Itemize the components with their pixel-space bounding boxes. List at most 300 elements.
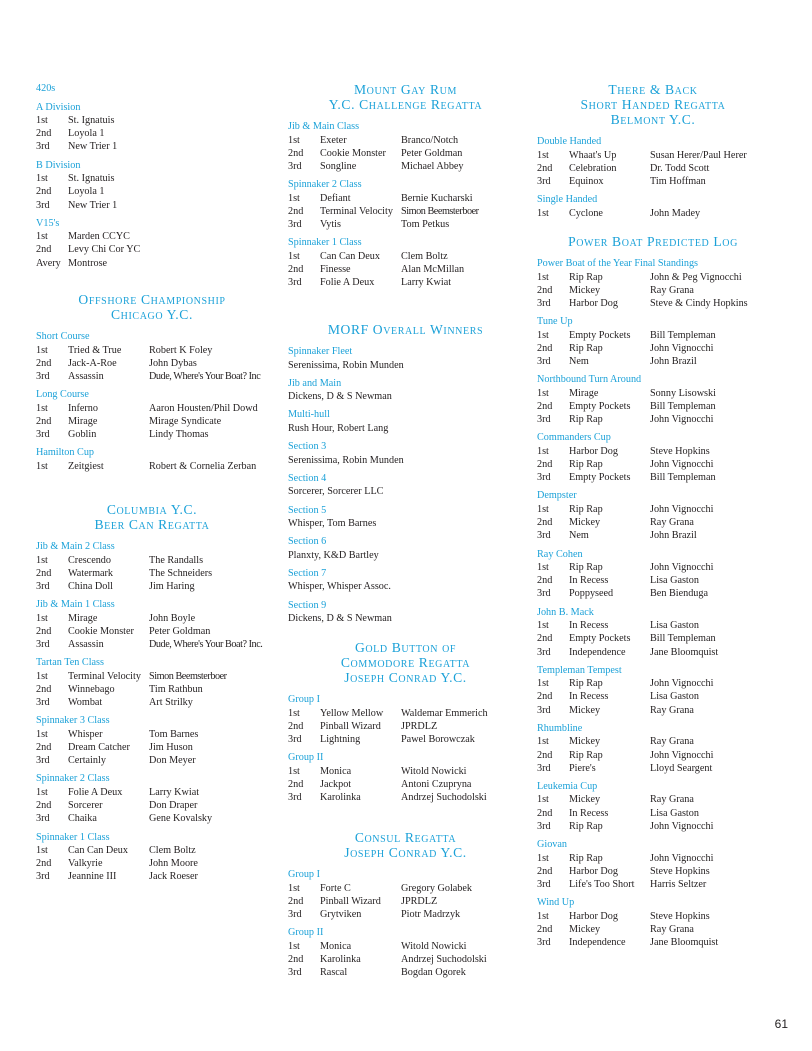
class-heading: Tune Up	[537, 316, 573, 328]
result-row	[36, 230, 268, 243]
section-title-line: Consul Regatta	[354, 830, 457, 845]
class-heading: Spinnaker 2 Class	[36, 773, 110, 785]
boat-name: In Recess	[569, 807, 609, 819]
boat-name: Empty Pockets	[569, 400, 631, 412]
skipper-name: Ray Grana	[650, 704, 694, 716]
winner-entry: Rush Hour, Robert Lang	[288, 422, 389, 434]
place: 1st	[36, 845, 48, 857]
winner-entry: Serenissima, Robin Munden	[288, 454, 404, 466]
class-heading: Group II	[288, 927, 324, 939]
results-group	[36, 598, 268, 651]
results-group	[36, 714, 268, 767]
result-row	[537, 820, 769, 833]
results-section	[537, 82, 769, 220]
result-row	[36, 460, 268, 473]
winner-entry: Serenissima, Robin Munden	[288, 359, 404, 371]
skipper-name: Dr. Todd Scott	[650, 162, 710, 174]
place: 1st	[537, 620, 549, 632]
skipper-name: Susan Herer/Paul Herer	[650, 149, 747, 161]
place: 3rd	[288, 160, 302, 172]
place: 1st	[36, 554, 48, 566]
skipper-name: Lisa Gaston	[650, 807, 699, 819]
results-group	[288, 345, 523, 372]
boat-name: Marden CCYC	[68, 231, 130, 243]
result-row	[537, 910, 769, 923]
skipper-name: Clem Boltz	[149, 845, 196, 857]
skipper-name	[149, 257, 268, 270]
place: 2nd	[288, 953, 304, 965]
class-heading: B Division	[36, 159, 81, 171]
results-group	[537, 664, 769, 717]
boat-name: Jack-A-Roe	[68, 357, 117, 369]
place: 3rd	[288, 219, 302, 231]
skipper-name: Art Strilky	[149, 697, 193, 709]
place: 2nd	[36, 683, 52, 695]
results-group	[36, 82, 268, 96]
winner-entry: Sorcerer, Sorcerer LLC	[288, 486, 384, 498]
result-row	[36, 257, 268, 270]
skipper-name: Steve & Cindy Hopkins	[650, 297, 748, 309]
skipper-name: Bill Templeman	[650, 472, 716, 484]
skipper-name: Bill Templeman	[650, 633, 716, 645]
boat-name: Terminal Velocity	[68, 670, 141, 682]
boat-name: Crescendo	[68, 554, 111, 566]
skipper-name: Piotr Madrzyk	[401, 908, 461, 920]
class-heading: Section 3	[288, 441, 327, 453]
place: 3rd	[36, 871, 50, 883]
place: 2nd	[537, 749, 553, 761]
boat-name: Vytis	[320, 219, 341, 231]
section-title-line: Belmont Y.C.	[610, 112, 696, 127]
place: 3rd	[537, 297, 551, 309]
result-row	[288, 895, 523, 908]
skipper-name: Ray Grana	[650, 923, 694, 935]
place: 3rd	[288, 792, 302, 804]
skipper-name: John Madey	[650, 207, 701, 219]
boat-name: Dream Catcher	[68, 742, 130, 754]
boat-name: Winnebago	[68, 683, 115, 695]
boat-name: Rascal	[320, 967, 348, 979]
skipper-name: Tom Petkus	[401, 219, 450, 231]
boat-name: Mirage	[68, 612, 98, 624]
class-heading: Jib & Main 1 Class	[36, 599, 115, 611]
skipper-name: Lloyd Seargent	[650, 762, 713, 774]
class-heading: Double Handed	[537, 136, 602, 147]
place: 3rd	[537, 762, 551, 774]
skipper-name: Witold Nowicki	[401, 940, 467, 952]
result-row	[537, 646, 769, 659]
skipper-name: Dude, Where's Your Boat? Inc.	[149, 639, 263, 651]
skipper-name: Tim Rathbun	[149, 683, 203, 695]
boat-name: Mickey	[569, 923, 601, 935]
boat-name: Mirage	[569, 387, 599, 399]
winner-entry: Planxty, K&D Bartley	[288, 549, 379, 561]
place: 1st	[537, 207, 549, 219]
result-row	[537, 529, 769, 542]
place: 1st	[288, 707, 300, 719]
class-heading: Leukemia Cup	[537, 780, 598, 792]
boat-name: Rip Rap	[569, 342, 603, 354]
class-heading: 420s	[36, 83, 56, 94]
place: 3rd	[288, 277, 302, 289]
place: 1st	[36, 612, 48, 624]
skipper-name: Don Draper	[149, 800, 198, 812]
result-row	[36, 357, 268, 370]
boat-name: Monica	[320, 765, 352, 777]
result-row	[537, 619, 769, 632]
class-heading: V15's	[36, 217, 60, 229]
place: 2nd	[36, 244, 52, 256]
place: 2nd	[537, 575, 553, 587]
place: 3rd	[537, 937, 551, 949]
place: 1st	[288, 134, 300, 146]
place: 1st	[36, 231, 48, 243]
boat-name: St. Ignatuis	[68, 173, 115, 185]
skipper-name: Ray Grana	[650, 517, 694, 529]
boat-name: Rip Rap	[569, 820, 603, 832]
skipper-name: Jane Bloomquist	[650, 646, 719, 658]
result-row	[537, 445, 769, 458]
result-row	[537, 342, 769, 355]
place: 3rd	[537, 414, 551, 426]
place: 2nd	[36, 128, 52, 140]
skipper-name: Clem Boltz	[401, 250, 448, 262]
result-row	[36, 696, 268, 709]
boat-name: Assassin	[68, 639, 104, 651]
boat-name: Empty Pockets	[569, 472, 631, 484]
section-title	[288, 640, 523, 685]
skipper-name: Bill Templeman	[650, 329, 716, 341]
skipper-name: Waldemar Emmerich	[401, 707, 488, 719]
boat-name: Valkyrie	[68, 858, 103, 870]
section-title	[537, 82, 769, 127]
results-group	[288, 236, 523, 289]
section-title-line: MORF Overall Winners	[327, 322, 484, 337]
place: 1st	[537, 149, 549, 161]
boat-name: Folie A Deux	[68, 786, 123, 798]
result-row	[36, 870, 268, 883]
class-heading: Spinnaker Fleet	[288, 346, 353, 357]
section-title-line: Chicago Y.C.	[111, 307, 193, 322]
place: 1st	[288, 940, 300, 952]
class-heading: Long Course	[36, 389, 89, 401]
class-heading: Group II	[288, 752, 324, 764]
result-row	[537, 923, 769, 936]
boat-name: In Recess	[569, 691, 609, 703]
place: 3rd	[288, 967, 302, 979]
result-row	[288, 791, 523, 804]
results-group	[537, 431, 769, 484]
result-row	[537, 735, 769, 748]
results-group	[36, 159, 268, 212]
skipper-name	[149, 172, 268, 185]
boat-name: Can Can Deux	[68, 845, 128, 857]
skipper-name: Jane Bloomquist	[650, 937, 719, 949]
boat-name: Mickey	[569, 704, 601, 716]
place: Avery	[36, 257, 61, 269]
class-heading: Tartan Ten Class	[36, 657, 104, 669]
boat-name: Can Can Deux	[320, 250, 380, 262]
place: 3rd	[537, 646, 551, 658]
place: 3rd	[288, 908, 302, 920]
class-heading: Short Course	[36, 331, 90, 342]
place: 2nd	[36, 567, 52, 579]
place: 2nd	[36, 415, 52, 427]
result-row	[288, 134, 523, 147]
section-title-line: Offshore Championship	[78, 292, 226, 307]
results-group	[36, 656, 268, 709]
skipper-name: Bernie Kucharski	[401, 192, 473, 204]
boat-name: Harbor Dog	[569, 910, 618, 922]
section-title-line: Joseph Conrad Y.C.	[344, 670, 467, 685]
result-row	[288, 765, 523, 778]
class-heading: Group I	[288, 694, 320, 705]
result-row	[36, 612, 268, 625]
result-row	[537, 400, 769, 413]
result-row	[288, 147, 523, 160]
place: 2nd	[537, 923, 553, 935]
place: 3rd	[537, 588, 551, 600]
result-row	[537, 632, 769, 645]
results-group	[288, 120, 523, 173]
skipper-name: The Schneiders	[149, 567, 213, 579]
result-row	[537, 162, 769, 175]
skipper-name: Witold Nowicki	[401, 765, 467, 777]
skipper-name: Ray Grana	[650, 794, 694, 806]
boat-name: Yellow Mellow	[320, 707, 384, 719]
class-heading: Section 7	[288, 567, 327, 579]
boat-name: Jackpot	[320, 778, 352, 790]
skipper-name: Robert K Foley	[149, 344, 213, 356]
place: 1st	[537, 678, 549, 690]
skipper-name: Larry Kwiat	[401, 277, 452, 289]
skipper-name	[149, 140, 268, 153]
results-group	[537, 780, 769, 833]
skipper-name	[149, 230, 268, 243]
results-group	[288, 178, 523, 231]
skipper-name: The Randalls	[149, 554, 204, 566]
place: 3rd	[537, 704, 551, 716]
class-heading: Spinnaker 1 Class	[288, 237, 362, 249]
skipper-name	[149, 199, 268, 212]
skipper-name: Gene Kovalsky	[149, 813, 213, 825]
place: 1st	[537, 910, 549, 922]
result-row	[36, 370, 268, 383]
boat-name: Rip Rap	[569, 852, 603, 864]
result-row	[36, 415, 268, 428]
class-heading: Rhumbline	[537, 722, 583, 734]
skipper-name: Lisa Gaston	[650, 691, 699, 703]
boat-name: Montrose	[68, 257, 108, 269]
boat-name: Forte C	[320, 882, 351, 894]
boat-name: Independence	[569, 937, 626, 949]
place: 1st	[288, 882, 300, 894]
result-row	[537, 793, 769, 806]
result-row	[288, 953, 523, 966]
skipper-name: Andrzej Suchodolski	[401, 792, 487, 804]
result-row	[537, 516, 769, 529]
skipper-name: Ben Bienduga	[650, 588, 709, 600]
result-row	[288, 882, 523, 895]
section-title-line: Power Boat Predicted Log	[568, 234, 738, 249]
result-row	[288, 733, 523, 746]
result-row	[36, 812, 268, 825]
results-group	[36, 330, 268, 383]
skipper-name: Steve Hopkins	[650, 865, 710, 877]
skipper-name: Don Meyer	[149, 755, 196, 767]
skipper-name: Bogdan Ogorek	[401, 967, 466, 979]
boat-name: Assassin	[68, 370, 104, 382]
boat-name: Loyola 1	[68, 186, 105, 198]
result-row	[537, 762, 769, 775]
skipper-name: Ray Grana	[650, 736, 694, 748]
skipper-name: Tim Hoffman	[650, 175, 706, 187]
boat-name: Zeitgiest	[68, 460, 104, 472]
boat-name: Piere's	[569, 762, 596, 774]
results-group	[537, 838, 769, 891]
place: 1st	[537, 736, 549, 748]
results-section	[36, 82, 268, 270]
section-title	[36, 502, 268, 532]
result-row	[537, 936, 769, 949]
place: 2nd	[537, 807, 553, 819]
section-title	[288, 82, 523, 112]
result-row	[36, 243, 268, 256]
place: 3rd	[36, 141, 50, 153]
skipper-name: John Dybas	[149, 357, 197, 369]
boat-name: Rip Rap	[569, 562, 603, 574]
place: 2nd	[537, 400, 553, 412]
result-row	[36, 114, 268, 127]
place: 3rd	[537, 820, 551, 832]
result-row	[36, 428, 268, 441]
result-row	[36, 554, 268, 567]
boat-name: Watermark	[68, 567, 113, 579]
boat-name: Mirage	[68, 415, 98, 427]
result-row	[36, 799, 268, 812]
result-row	[537, 503, 769, 516]
result-row	[36, 844, 268, 857]
results-group	[288, 440, 523, 467]
section-title-line: Joseph Conrad Y.C.	[344, 845, 467, 860]
place: 1st	[537, 329, 549, 341]
skipper-name: Jim Haring	[149, 580, 195, 592]
results-section	[288, 640, 523, 804]
boat-name: Levy Chi Cor YC	[68, 244, 141, 256]
results-section	[537, 234, 769, 949]
class-heading: Jib and Main	[288, 377, 342, 389]
skipper-name: Larry Kwiat	[149, 786, 200, 798]
class-heading: Group I	[288, 869, 320, 880]
result-row	[537, 865, 769, 878]
boat-name: Rip Rap	[569, 749, 603, 761]
skipper-name: Peter Goldman	[149, 625, 211, 637]
results-section	[288, 322, 523, 625]
boat-name: Folie A Deux	[320, 277, 375, 289]
result-row	[537, 561, 769, 574]
section-title-line: There & Back	[608, 82, 698, 97]
boat-name: Finesse	[320, 263, 351, 275]
class-heading: Section 4	[288, 472, 327, 484]
place: 1st	[36, 670, 48, 682]
winner-entry: Whisper, Tom Barnes	[288, 518, 377, 530]
skipper-name: John Brazil	[650, 530, 697, 542]
result-row	[537, 413, 769, 426]
boat-name: New Trier 1	[68, 141, 118, 153]
result-row	[537, 587, 769, 600]
result-row	[288, 940, 523, 953]
boat-name: Rip Rap	[569, 414, 603, 426]
result-row	[36, 580, 268, 593]
skipper-name: John Vignocchi	[650, 503, 714, 515]
result-row	[537, 690, 769, 703]
skipper-name: John Moore	[149, 858, 198, 870]
result-row	[36, 344, 268, 357]
boat-name: Grytviken	[320, 908, 362, 920]
results-group	[288, 599, 523, 626]
place: 2nd	[537, 633, 553, 645]
place: 1st	[36, 344, 48, 356]
place: 3rd	[537, 472, 551, 484]
result-row	[288, 276, 523, 289]
result-row	[288, 192, 523, 205]
skipper-name: John Vignocchi	[650, 820, 714, 832]
section-title	[537, 234, 769, 249]
result-row	[36, 728, 268, 741]
skipper-name: Jim Huson	[149, 742, 193, 754]
place: 2nd	[537, 865, 553, 877]
skipper-name: John & Peg Vignocchi	[650, 271, 742, 283]
results-group	[537, 489, 769, 542]
skipper-name: John Boyle	[149, 612, 196, 624]
place: 2nd	[288, 147, 304, 159]
class-heading: Multi-hull	[288, 409, 330, 421]
class-heading: Hamilton Cup	[36, 447, 95, 459]
place: 2nd	[537, 691, 553, 703]
boat-name: In Recess	[569, 620, 609, 632]
section-title-line: Beer Can Regatta	[94, 517, 210, 532]
result-row	[288, 218, 523, 231]
place: 1st	[36, 728, 48, 740]
results-group	[288, 377, 523, 404]
place: 2nd	[288, 205, 304, 217]
class-heading: Templeman Tempest	[537, 664, 622, 676]
boat-name: Pinball Wizard	[320, 895, 381, 907]
boat-name: Exeter	[320, 134, 347, 146]
results-group	[288, 535, 523, 562]
winner-entry: Dickens, D & S Newman	[288, 613, 392, 625]
place: 3rd	[36, 639, 50, 651]
boat-name: Independence	[569, 646, 626, 658]
skipper-name: Dude, Where's Your Boat? Inc	[149, 370, 261, 382]
boat-name: Sorcerer	[68, 800, 103, 812]
skipper-name	[149, 185, 268, 198]
boat-name: Goblin	[68, 429, 97, 441]
page-number: 61	[774, 1017, 788, 1031]
boat-name: Wombat	[68, 697, 103, 709]
skipper-name: John Vignocchi	[650, 678, 714, 690]
result-row	[36, 402, 268, 415]
boat-name: Mickey	[569, 517, 601, 529]
boat-name: New Trier 1	[68, 199, 118, 211]
boat-name: Cyclone	[569, 207, 603, 219]
skipper-name: Antoni Czupryna	[401, 778, 472, 790]
place: 3rd	[36, 199, 50, 211]
place: 1st	[36, 402, 48, 414]
place: 1st	[537, 387, 549, 399]
place: 1st	[288, 192, 300, 204]
boat-name: Loyola 1	[68, 128, 105, 140]
